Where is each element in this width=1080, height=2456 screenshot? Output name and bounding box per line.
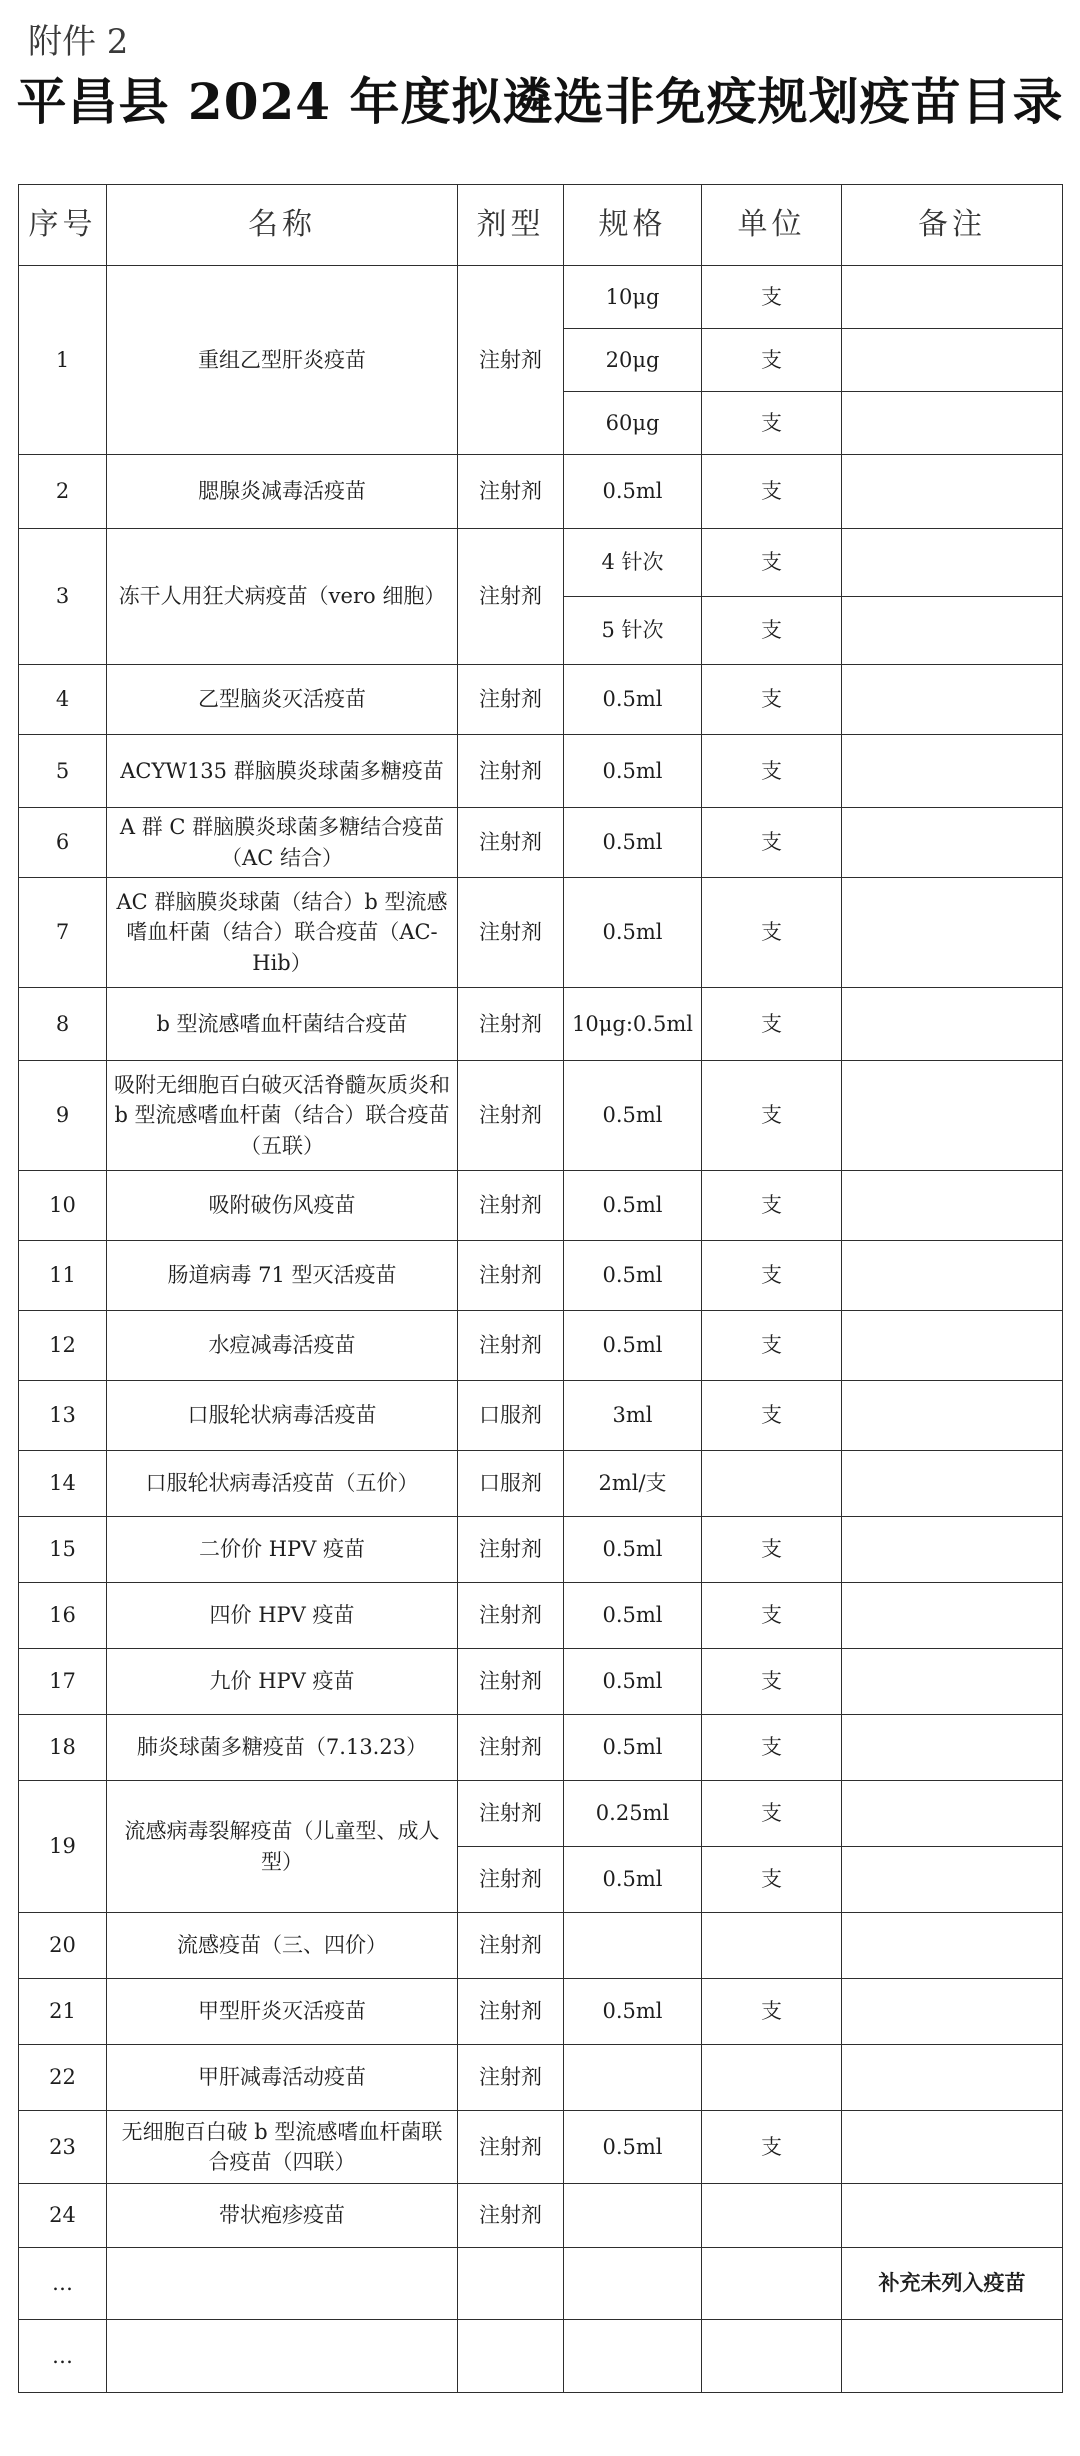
row-number-cell: 9 xyxy=(19,1061,107,1171)
vaccine-name-cell: 口服轮状病毒活疫苗 xyxy=(107,1381,458,1451)
unit-cell: 支 xyxy=(702,878,842,988)
remarks-cell xyxy=(842,1241,1063,1311)
spec-cell: 0.5ml xyxy=(564,1715,702,1781)
table-row xyxy=(19,1979,1063,2045)
unit-cell: 支 xyxy=(702,1847,842,1913)
spec-cell: 0.5ml xyxy=(564,1241,702,1311)
dosage-form-cell: 注射剂 xyxy=(458,808,564,878)
spec-cell: 60μg xyxy=(564,392,702,455)
unit-cell xyxy=(702,1913,842,1979)
remarks-cell: 补充未列入疫苗 xyxy=(842,2248,1063,2320)
unit-cell: 支 xyxy=(702,1715,842,1781)
spec-cell: 0.5ml xyxy=(564,735,702,808)
table-row xyxy=(19,1311,1063,1381)
table-row xyxy=(19,1913,1063,1979)
row-number-cell: 23 xyxy=(19,2111,107,2184)
unit-cell: 支 xyxy=(702,1381,842,1451)
spec-cell: 0.5ml xyxy=(564,2111,702,2184)
row-number-cell: 21 xyxy=(19,1979,107,2045)
unit-cell: 支 xyxy=(702,1979,842,2045)
table-row xyxy=(19,1517,1063,1583)
dosage-form-cell: 注射剂 xyxy=(458,1061,564,1171)
remarks-cell xyxy=(842,1583,1063,1649)
vaccine-name-cell: 带状疱疹疫苗 xyxy=(107,2184,458,2248)
unit-cell: 支 xyxy=(702,665,842,735)
spec-cell: 3ml xyxy=(564,1381,702,1451)
vaccine-name-cell: 肺炎球菌多糖疫苗（7.13.23） xyxy=(107,1715,458,1781)
dosage-form-cell: 注射剂 xyxy=(458,1847,564,1913)
table-row xyxy=(19,2320,1063,2393)
row-number-cell: 18 xyxy=(19,1715,107,1781)
row-number-cell: 2 xyxy=(19,455,107,529)
spec-cell: 0.5ml xyxy=(564,1311,702,1381)
vaccine-name-cell: 甲肝减毒活动疫苗 xyxy=(107,2045,458,2111)
vaccine-name-cell: 冻干人用狂犬病疫苗（vero 细胞） xyxy=(107,529,458,665)
row-number-cell: 14 xyxy=(19,1451,107,1517)
table-body xyxy=(19,266,1063,2393)
dosage-form-cell: 注射剂 xyxy=(458,1979,564,2045)
unit-cell: 支 xyxy=(702,529,842,597)
row-number-cell: 17 xyxy=(19,1649,107,1715)
table-row xyxy=(19,1171,1063,1241)
vaccine-name-cell: 吸附无细胞百白破灭活脊髓灰质炎和 b 型流感嗜血杆菌（结合）联合疫苗（五联） xyxy=(107,1061,458,1171)
row-number-cell: 5 xyxy=(19,735,107,808)
table-row xyxy=(19,2184,1063,2248)
spec-cell: 0.5ml xyxy=(564,1061,702,1171)
remarks-cell xyxy=(842,1781,1063,1847)
row-number-cell: 16 xyxy=(19,1583,107,1649)
vaccine-name-cell: 二价价 HPV 疫苗 xyxy=(107,1517,458,1583)
dosage-form-cell: 注射剂 xyxy=(458,2184,564,2248)
unit-cell: 支 xyxy=(702,455,842,529)
spec-cell: 10μg xyxy=(564,266,702,329)
unit-cell: 支 xyxy=(702,808,842,878)
table-row xyxy=(19,2248,1063,2320)
unit-cell: 支 xyxy=(702,266,842,329)
row-number-cell: 1 xyxy=(19,266,107,455)
unit-cell: 支 xyxy=(702,735,842,808)
spec-cell: 0.5ml xyxy=(564,1847,702,1913)
dosage-form-cell: 注射剂 xyxy=(458,1649,564,1715)
dosage-form-cell: 注射剂 xyxy=(458,1171,564,1241)
spec-cell: 10μg:0.5ml xyxy=(564,988,702,1061)
spec-cell: 0.5ml xyxy=(564,1583,702,1649)
row-number-cell: 3 xyxy=(19,529,107,665)
row-number-cell: 13 xyxy=(19,1381,107,1451)
row-number-cell: … xyxy=(19,2248,107,2320)
unit-cell xyxy=(702,2184,842,2248)
vaccine-name-cell: 重组乙型肝炎疫苗 xyxy=(107,266,458,455)
unit-cell: 支 xyxy=(702,1583,842,1649)
vaccine-name-cell: 水痘减毒活疫苗 xyxy=(107,1311,458,1381)
vaccine-name-cell: 四价 HPV 疫苗 xyxy=(107,1583,458,1649)
vaccine-name-cell: 口服轮状病毒活疫苗（五价） xyxy=(107,1451,458,1517)
dosage-form-cell xyxy=(458,2248,564,2320)
row-number-cell: 20 xyxy=(19,1913,107,1979)
vaccine-name-cell xyxy=(107,2248,458,2320)
page-title: 平昌县 2024 年度拟遴选非免疫规划疫苗目录 xyxy=(16,72,1064,131)
table-row xyxy=(19,665,1063,735)
row-number-cell: … xyxy=(19,2320,107,2393)
row-number-cell: 22 xyxy=(19,2045,107,2111)
dosage-form-cell: 注射剂 xyxy=(458,2111,564,2184)
spec-cell: 0.25ml xyxy=(564,1781,702,1847)
remarks-cell xyxy=(842,329,1063,392)
vaccine-name-cell: 吸附破伤风疫苗 xyxy=(107,1171,458,1241)
header-remarks: 备注 xyxy=(842,185,1063,266)
table-row xyxy=(19,878,1063,988)
remarks-cell xyxy=(842,1171,1063,1241)
vaccine-name-cell xyxy=(107,2320,458,2393)
remarks-cell xyxy=(842,1715,1063,1781)
spec-cell: 0.5ml xyxy=(564,1171,702,1241)
remarks-cell xyxy=(842,808,1063,878)
spec-cell xyxy=(564,1913,702,1979)
table-row xyxy=(19,735,1063,808)
remarks-cell xyxy=(842,266,1063,329)
row-number-cell: 15 xyxy=(19,1517,107,1583)
vaccine-name-cell: 腮腺炎减毒活疫苗 xyxy=(107,455,458,529)
remarks-cell xyxy=(842,455,1063,529)
remarks-cell xyxy=(842,2045,1063,2111)
remarks-cell xyxy=(842,597,1063,665)
dosage-form-cell: 注射剂 xyxy=(458,1241,564,1311)
remarks-cell xyxy=(842,2184,1063,2248)
dosage-form-cell: 注射剂 xyxy=(458,529,564,665)
unit-cell: 支 xyxy=(702,597,842,665)
header-name: 名称 xyxy=(107,185,458,266)
unit-cell xyxy=(702,2045,842,2111)
table-row xyxy=(19,1241,1063,1311)
dosage-form-cell: 口服剂 xyxy=(458,1451,564,1517)
header-spec: 规格 xyxy=(564,185,702,266)
dosage-form-cell: 注射剂 xyxy=(458,1781,564,1847)
table-row xyxy=(19,1583,1063,1649)
remarks-cell xyxy=(842,2111,1063,2184)
dosage-form-cell: 注射剂 xyxy=(458,1311,564,1381)
spec-cell: 0.5ml xyxy=(564,878,702,988)
remarks-cell xyxy=(842,988,1063,1061)
table-row xyxy=(19,1649,1063,1715)
remarks-cell xyxy=(842,735,1063,808)
unit-cell: 支 xyxy=(702,1061,842,1171)
dosage-form-cell: 注射剂 xyxy=(458,1517,564,1583)
remarks-cell xyxy=(842,1451,1063,1517)
table-row xyxy=(19,266,1063,329)
spec-cell: 0.5ml xyxy=(564,808,702,878)
table-row xyxy=(19,455,1063,529)
dosage-form-cell: 注射剂 xyxy=(458,735,564,808)
spec-cell: 0.5ml xyxy=(564,1649,702,1715)
spec-cell: 5 针次 xyxy=(564,597,702,665)
dosage-form-cell: 注射剂 xyxy=(458,1583,564,1649)
vaccine-name-cell: 流感疫苗（三、四价） xyxy=(107,1913,458,1979)
remarks-cell xyxy=(842,1061,1063,1171)
vaccine-name-cell: 流感病毒裂解疫苗（儿童型、成人型） xyxy=(107,1781,458,1913)
unit-cell: 支 xyxy=(702,1517,842,1583)
row-number-cell: 11 xyxy=(19,1241,107,1311)
dosage-form-cell: 注射剂 xyxy=(458,266,564,455)
dosage-form-cell xyxy=(458,2320,564,2393)
unit-cell: 支 xyxy=(702,1241,842,1311)
remarks-cell xyxy=(842,1649,1063,1715)
remarks-cell xyxy=(842,1311,1063,1381)
remarks-cell xyxy=(842,1381,1063,1451)
table-row xyxy=(19,2045,1063,2111)
vaccine-name-cell: 九价 HPV 疫苗 xyxy=(107,1649,458,1715)
row-number-cell: 8 xyxy=(19,988,107,1061)
remarks-cell xyxy=(842,665,1063,735)
header-unit: 单位 xyxy=(702,185,842,266)
table-row xyxy=(19,529,1063,597)
attachment-label: 附件 2 xyxy=(28,22,129,62)
spec-cell: 4 针次 xyxy=(564,529,702,597)
unit-cell: 支 xyxy=(702,329,842,392)
dosage-form-cell: 注射剂 xyxy=(458,878,564,988)
row-number-cell: 12 xyxy=(19,1311,107,1381)
remarks-cell xyxy=(842,878,1063,988)
spec-cell: 0.5ml xyxy=(564,1517,702,1583)
spec-cell xyxy=(564,2320,702,2393)
remarks-cell xyxy=(842,392,1063,455)
vaccine-name-cell: ACYW135 群脑膜炎球菌多糖疫苗 xyxy=(107,735,458,808)
table-row xyxy=(19,988,1063,1061)
remarks-cell xyxy=(842,1979,1063,2045)
vaccine-name-cell: 甲型肝炎灭活疫苗 xyxy=(107,1979,458,2045)
unit-cell: 支 xyxy=(702,392,842,455)
table-row xyxy=(19,1451,1063,1517)
remarks-cell xyxy=(842,2320,1063,2393)
dosage-form-cell: 注射剂 xyxy=(458,1715,564,1781)
unit-cell: 支 xyxy=(702,1171,842,1241)
vaccine-name-cell: AC 群脑膜炎球菌（结合）b 型流感嗜血杆菌（结合）联合疫苗（AC-Hib） xyxy=(107,878,458,988)
header-no: 序号 xyxy=(19,185,107,266)
vaccine-name-cell: b 型流感嗜血杆菌结合疫苗 xyxy=(107,988,458,1061)
unit-cell: 支 xyxy=(702,1649,842,1715)
spec-cell xyxy=(564,2184,702,2248)
vaccine-name-cell: 肠道病毒 71 型灭活疫苗 xyxy=(107,1241,458,1311)
spec-cell xyxy=(564,2248,702,2320)
unit-cell: 支 xyxy=(702,1311,842,1381)
vaccine-table xyxy=(18,184,1063,2393)
table-row xyxy=(19,2111,1063,2184)
vaccine-name-cell: 无细胞百白破 b 型流感嗜血杆菌联合疫苗（四联） xyxy=(107,2111,458,2184)
unit-cell xyxy=(702,2248,842,2320)
spec-cell: 2ml/支 xyxy=(564,1451,702,1517)
table-row xyxy=(19,1381,1063,1451)
header-form: 剂型 xyxy=(458,185,564,266)
unit-cell xyxy=(702,1451,842,1517)
dosage-form-cell: 注射剂 xyxy=(458,665,564,735)
table-row xyxy=(19,808,1063,878)
spec-cell: 0.5ml xyxy=(564,1979,702,2045)
dosage-form-cell: 口服剂 xyxy=(458,1381,564,1451)
table-row xyxy=(19,1781,1063,1847)
dosage-form-cell: 注射剂 xyxy=(458,2045,564,2111)
dosage-form-cell: 注射剂 xyxy=(458,1913,564,1979)
vaccine-name-cell: 乙型脑炎灭活疫苗 xyxy=(107,665,458,735)
table-header-row xyxy=(19,185,1063,266)
remarks-cell xyxy=(842,1517,1063,1583)
spec-cell: 0.5ml xyxy=(564,455,702,529)
row-number-cell: 7 xyxy=(19,878,107,988)
dosage-form-cell: 注射剂 xyxy=(458,455,564,529)
remarks-cell xyxy=(842,1847,1063,1913)
spec-cell: 0.5ml xyxy=(564,665,702,735)
row-number-cell: 6 xyxy=(19,808,107,878)
spec-cell: 20μg xyxy=(564,329,702,392)
row-number-cell: 24 xyxy=(19,2184,107,2248)
table-row xyxy=(19,1715,1063,1781)
vaccine-name-cell: A 群 C 群脑膜炎球菌多糖结合疫苗（AC 结合） xyxy=(107,808,458,878)
row-number-cell: 19 xyxy=(19,1781,107,1913)
unit-cell xyxy=(702,2320,842,2393)
dosage-form-cell: 注射剂 xyxy=(458,988,564,1061)
row-number-cell: 4 xyxy=(19,665,107,735)
spec-cell xyxy=(564,2045,702,2111)
unit-cell: 支 xyxy=(702,1781,842,1847)
unit-cell: 支 xyxy=(702,2111,842,2184)
remarks-cell xyxy=(842,529,1063,597)
remarks-cell xyxy=(842,1913,1063,1979)
table-row xyxy=(19,1061,1063,1171)
unit-cell: 支 xyxy=(702,988,842,1061)
row-number-cell: 10 xyxy=(19,1171,107,1241)
